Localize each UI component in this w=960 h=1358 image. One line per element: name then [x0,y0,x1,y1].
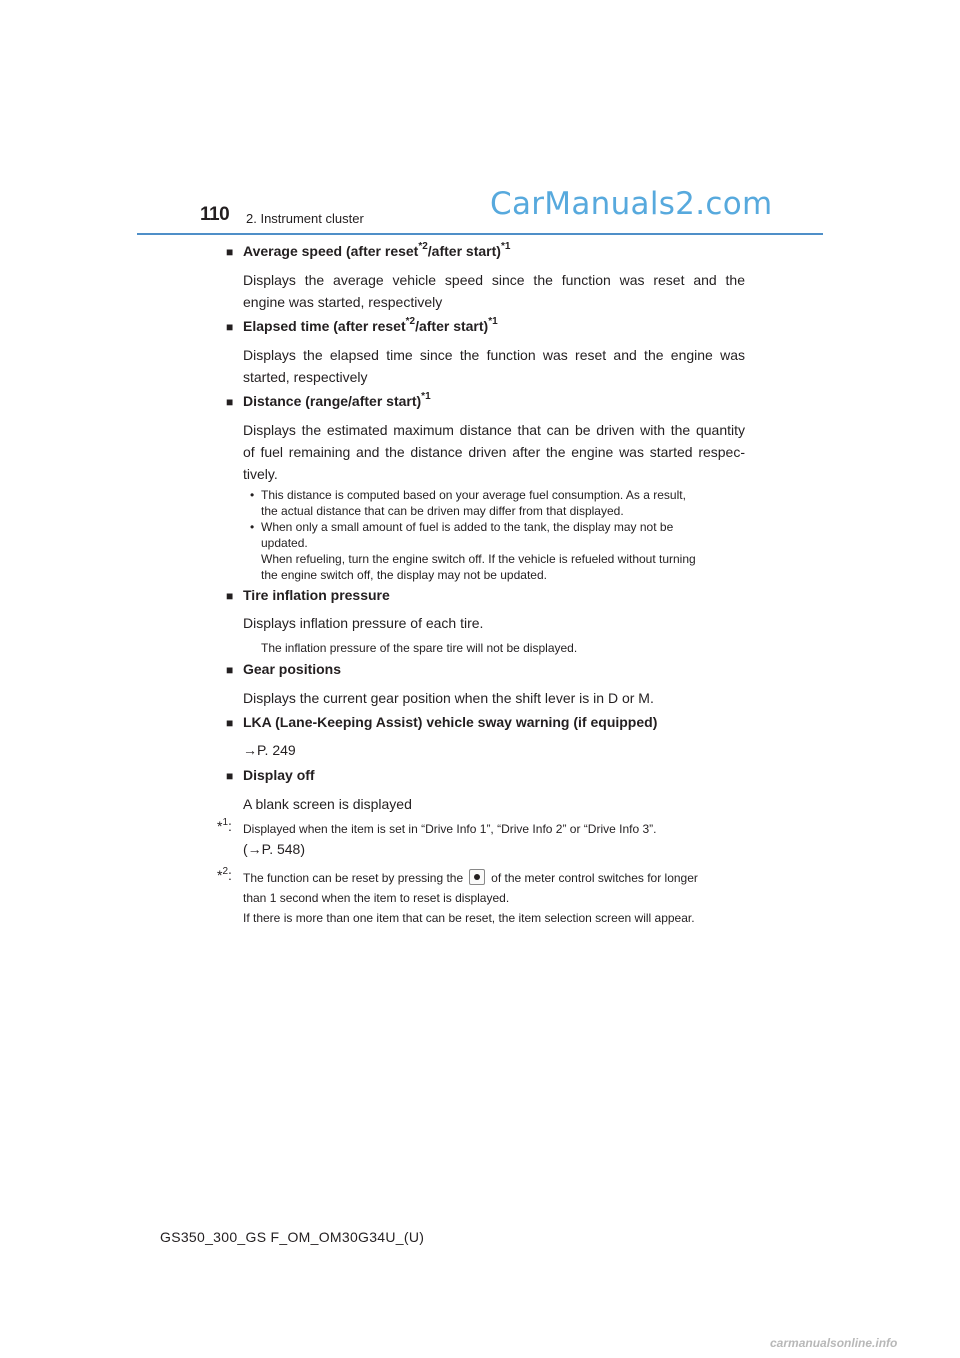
watermark-logo: CarManuals2.com [490,186,773,222]
body-line: of fuel remaining and the distance driven after the engine was started respec- [243,444,745,460]
body-line: started, respectively [243,369,368,385]
body-line: engine was started, respectively [243,294,443,310]
footnote-marker-2 [217,867,232,883]
page-reference: →P. 249 [243,742,296,758]
body-line: Displays the current gear position when the shift lever is in D or M. [243,690,654,706]
section-heading-distance [226,393,431,409]
bullet-icon: ■ [226,395,234,409]
note-line: When only a small amount of fuel is added to the tank, the display may not be [261,520,674,534]
section-heading-elapsed-time [226,318,498,334]
section-heading-tire-pressure [226,587,390,603]
footnote-ref: *2 [405,316,416,327]
heading-text: /after start) [415,318,489,334]
note-line: This distance is computed based on your average fuel consumption. As a result, [261,488,686,502]
section-body-elapsed-time [243,344,745,388]
footnote-marker-1 [217,818,232,834]
footnote-asterisk: * [217,867,223,883]
footnote-ref: *1 [500,241,511,252]
heading-text: Display off [243,767,315,783]
note-line: the actual distance that can be driven may differ from that displayed. [261,504,624,518]
note-line: updated. [261,536,308,550]
section-body-gear-positions [243,687,745,709]
body-line: Displays the average vehicle speed since the function was reset and the [243,272,745,288]
distance-notes [250,487,745,583]
footnote-colon: : [228,818,232,834]
source-watermark: carmanualsonline.info [770,1336,898,1350]
section-body-tire-pressure [243,612,745,634]
section-heading-average-speed [226,243,510,259]
note-bullet-icon: • [250,488,255,502]
footnote-number: 1 [222,817,229,828]
bullet-icon: ■ [226,663,234,677]
section-body-display-off [243,793,745,815]
bullet-icon: ■ [226,245,234,259]
note-item [250,487,745,519]
meter-control-center-button-icon [469,869,485,885]
footnote-1-text: Displayed when the item is set in “Drive Info 1”, “Drive Info 2” or “Drive Info 3”. [243,822,657,836]
footnote-colon: : [228,867,232,883]
bullet-icon: ■ [226,769,234,783]
footnote-ref: *1 [421,391,431,402]
bullet-icon: ■ [226,320,234,334]
heading-text: Elapsed time (after reset [243,318,406,334]
footnote-2-line-1 [243,868,698,888]
section-body-distance [243,419,745,485]
heading-text: /after start) [427,243,501,259]
footnote-ref: *2 [418,241,428,252]
chapter-title: 2. Instrument cluster [246,211,364,226]
footnote-2-line-2: than 1 second when the item to reset is displayed. [243,891,510,905]
body-line: tively. [243,466,278,482]
footnote-asterisk: * [217,818,223,834]
section-body-lka [243,739,745,761]
heading-text: LKA (Lane-Keeping Assist) vehicle sway warning (if equipped) [243,714,658,730]
heading-text: Distance (range/after start) [243,393,422,409]
note-line: the engine switch off, the display may not be updated. [261,568,547,582]
footnote-1-ref: (→P. 548) [243,841,305,857]
note-bullet-icon: • [250,520,255,534]
body-line: A blank screen is displayed [243,796,412,812]
footnote-text: of the meter control switches for longer [491,871,698,885]
section-heading-gear-positions [226,661,341,677]
header-divider [137,233,823,235]
footnote-text: The function can be reset by pressing the [243,871,464,885]
note-line: When refueling, turn the engine switch off. If the vehicle is refueled without turning [261,552,696,566]
heading-text: Average speed (after reset [243,243,419,259]
tire-note: The inflation pressure of the spare tire will not be displayed. [261,641,578,655]
heading-text: Gear positions [243,661,342,677]
footnote-number: 2 [222,866,229,877]
bullet-icon: ■ [226,716,234,730]
section-body-average-speed [243,269,745,313]
document-code: GS350_300_GS F_OM_OM30G34U_(U) [160,1229,425,1245]
footnote-2-line-3: If there is more than one item that can be reset, the item selection screen will appear. [243,911,695,925]
body-line: Displays inflation pressure of each tire. [243,615,484,631]
body-line: Displays the elapsed time since the function was reset and the engine was [243,347,745,363]
section-heading-lka [226,714,657,730]
footnote-ref: *1 [488,316,498,327]
section-heading-display-off [226,767,315,783]
note-item [250,519,745,583]
bullet-icon: ■ [226,589,234,603]
page-number: 110 [200,204,230,225]
heading-text: Tire inflation pressure [243,587,390,603]
body-line: Displays the estimated maximum distance that can be driven with the quantity [243,422,745,438]
